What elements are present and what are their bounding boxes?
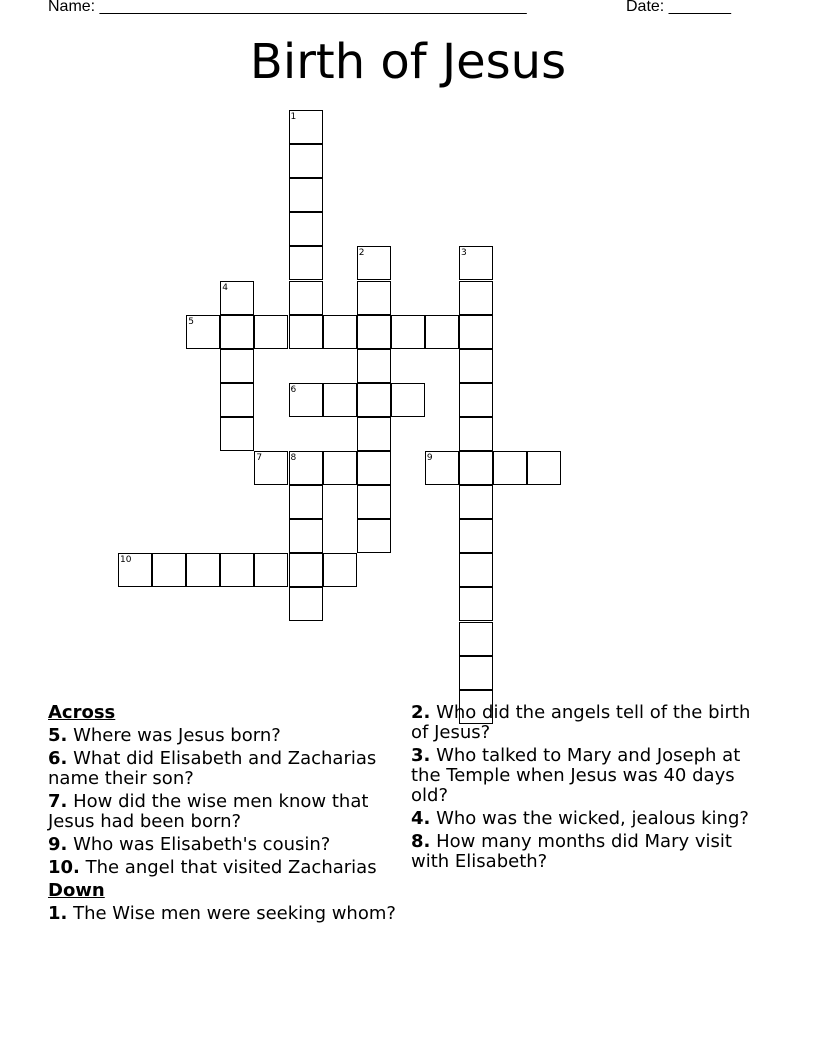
clue-number: 10. bbox=[48, 857, 80, 878]
grid-cell[interactable] bbox=[459, 587, 493, 621]
clue-text: The Wise men were seeking whom? bbox=[67, 903, 396, 924]
grid-cell[interactable] bbox=[459, 281, 493, 315]
grid-cell[interactable] bbox=[357, 315, 391, 349]
clue-number-label: 3 bbox=[461, 248, 467, 259]
grid-cell[interactable] bbox=[357, 451, 391, 485]
clue-number: 4. bbox=[411, 808, 431, 829]
grid-cell[interactable] bbox=[220, 383, 254, 417]
clues-left-column bbox=[48, 703, 398, 927]
grid-cell[interactable] bbox=[459, 622, 493, 656]
grid-cell[interactable] bbox=[220, 315, 254, 349]
down-clue-list-right bbox=[411, 703, 756, 872]
clue-item bbox=[48, 904, 398, 924]
grid-cell[interactable] bbox=[459, 656, 493, 690]
grid-cell[interactable] bbox=[220, 349, 254, 383]
clue-number-label: 8 bbox=[290, 453, 297, 463]
grid-cell[interactable] bbox=[289, 212, 323, 246]
grid-cell[interactable] bbox=[459, 349, 493, 383]
grid-cell[interactable] bbox=[289, 519, 323, 553]
clue-item bbox=[48, 858, 398, 878]
clue-number-label: 7 bbox=[256, 453, 263, 463]
grid-cell[interactable] bbox=[527, 451, 561, 485]
grid-cell[interactable] bbox=[459, 485, 493, 519]
clue-item bbox=[48, 726, 398, 746]
grid-cell[interactable] bbox=[186, 553, 220, 587]
grid-cell[interactable] bbox=[493, 451, 527, 485]
grid-cell[interactable] bbox=[323, 451, 357, 485]
clue-item bbox=[411, 832, 756, 872]
date-field-label: Date: _______ bbox=[626, 0, 731, 15]
grid-cell[interactable] bbox=[254, 315, 288, 349]
clue-number: 8. bbox=[411, 831, 431, 852]
clue-number-label: 6 bbox=[290, 384, 297, 395]
clue-text: Who was Elisabeth's cousin? bbox=[67, 834, 331, 855]
clue-number-label: 4 bbox=[222, 282, 229, 293]
clue-text: What did Elisabeth and Zacharias name their son? bbox=[48, 748, 377, 789]
across-heading: Across bbox=[48, 702, 116, 723]
grid-cell[interactable] bbox=[357, 349, 391, 383]
clue-number-label: 10 bbox=[120, 555, 132, 566]
grid-cell[interactable] bbox=[357, 281, 391, 315]
clue-item bbox=[411, 746, 756, 806]
clue-number: 7. bbox=[48, 791, 68, 812]
grid-cell[interactable] bbox=[357, 417, 391, 451]
down-heading: Down bbox=[48, 880, 105, 901]
clue-number: 1. bbox=[48, 903, 68, 924]
grid-cell[interactable] bbox=[289, 281, 323, 315]
clues-right-column bbox=[411, 703, 756, 875]
clue-item bbox=[48, 835, 398, 855]
clue-number: 6. bbox=[48, 748, 68, 769]
grid-cell[interactable] bbox=[357, 519, 391, 553]
clue-item bbox=[48, 749, 398, 789]
grid-cell[interactable] bbox=[323, 315, 357, 349]
across-clue-list bbox=[48, 726, 398, 878]
grid-cell[interactable] bbox=[391, 315, 425, 349]
clue-number: 9. bbox=[48, 834, 68, 855]
grid-cell[interactable] bbox=[357, 485, 391, 519]
grid-cell[interactable] bbox=[220, 553, 254, 587]
grid-cell[interactable] bbox=[289, 315, 323, 349]
clue-text: The angel that visited Zacharias bbox=[79, 857, 377, 878]
clue-number-label: 5 bbox=[188, 316, 194, 327]
grid-cell[interactable] bbox=[289, 178, 323, 212]
grid-cell[interactable] bbox=[459, 451, 493, 485]
grid-cell[interactable] bbox=[391, 383, 425, 417]
clue-item bbox=[48, 792, 398, 832]
clue-number-label: 2 bbox=[358, 248, 365, 259]
name-field-label: Name: ________________________________________________ bbox=[48, 0, 527, 15]
clue-text: Who did the angels tell of the birth of Jesus? bbox=[411, 702, 751, 743]
clue-text: Who talked to Mary and Joseph at the Temple when Jesus was 40 days old? bbox=[411, 745, 741, 806]
grid-cell[interactable] bbox=[459, 519, 493, 553]
grid-cell[interactable] bbox=[323, 383, 357, 417]
down-clue-list-left bbox=[48, 904, 398, 924]
grid-cell[interactable] bbox=[254, 553, 288, 587]
grid-cell[interactable] bbox=[459, 417, 493, 451]
grid-cell[interactable] bbox=[459, 553, 493, 587]
grid-cell[interactable] bbox=[357, 383, 391, 417]
clue-number: 5. bbox=[48, 725, 68, 746]
clue-number-label: 9 bbox=[426, 453, 433, 463]
grid-cell[interactable] bbox=[289, 587, 323, 621]
grid-cell[interactable] bbox=[323, 553, 357, 587]
grid-cell[interactable] bbox=[459, 315, 493, 349]
clue-item bbox=[411, 809, 756, 829]
grid-cell[interactable] bbox=[289, 144, 323, 178]
clue-number: 2. bbox=[411, 702, 431, 723]
grid-cell[interactable] bbox=[289, 553, 323, 587]
grid-cell[interactable] bbox=[425, 315, 459, 349]
page-title: Birth of Jesus bbox=[249, 34, 567, 90]
clue-text: Where was Jesus born? bbox=[67, 725, 281, 746]
grid-cell[interactable] bbox=[459, 383, 493, 417]
grid-cell[interactable] bbox=[289, 246, 323, 280]
grid-cell[interactable] bbox=[220, 417, 254, 451]
clue-item bbox=[411, 703, 756, 743]
clue-number-label: 1 bbox=[290, 112, 297, 122]
clue-text: How did the wise men know that Jesus had been born? bbox=[48, 791, 369, 832]
clue-text: How many months did Mary visit with Elisabeth? bbox=[411, 831, 732, 872]
clue-number: 3. bbox=[411, 745, 431, 766]
clue-text: Who was the wicked, jealous king? bbox=[430, 808, 749, 829]
grid-cell[interactable] bbox=[289, 485, 323, 519]
grid-cell[interactable] bbox=[152, 553, 186, 587]
